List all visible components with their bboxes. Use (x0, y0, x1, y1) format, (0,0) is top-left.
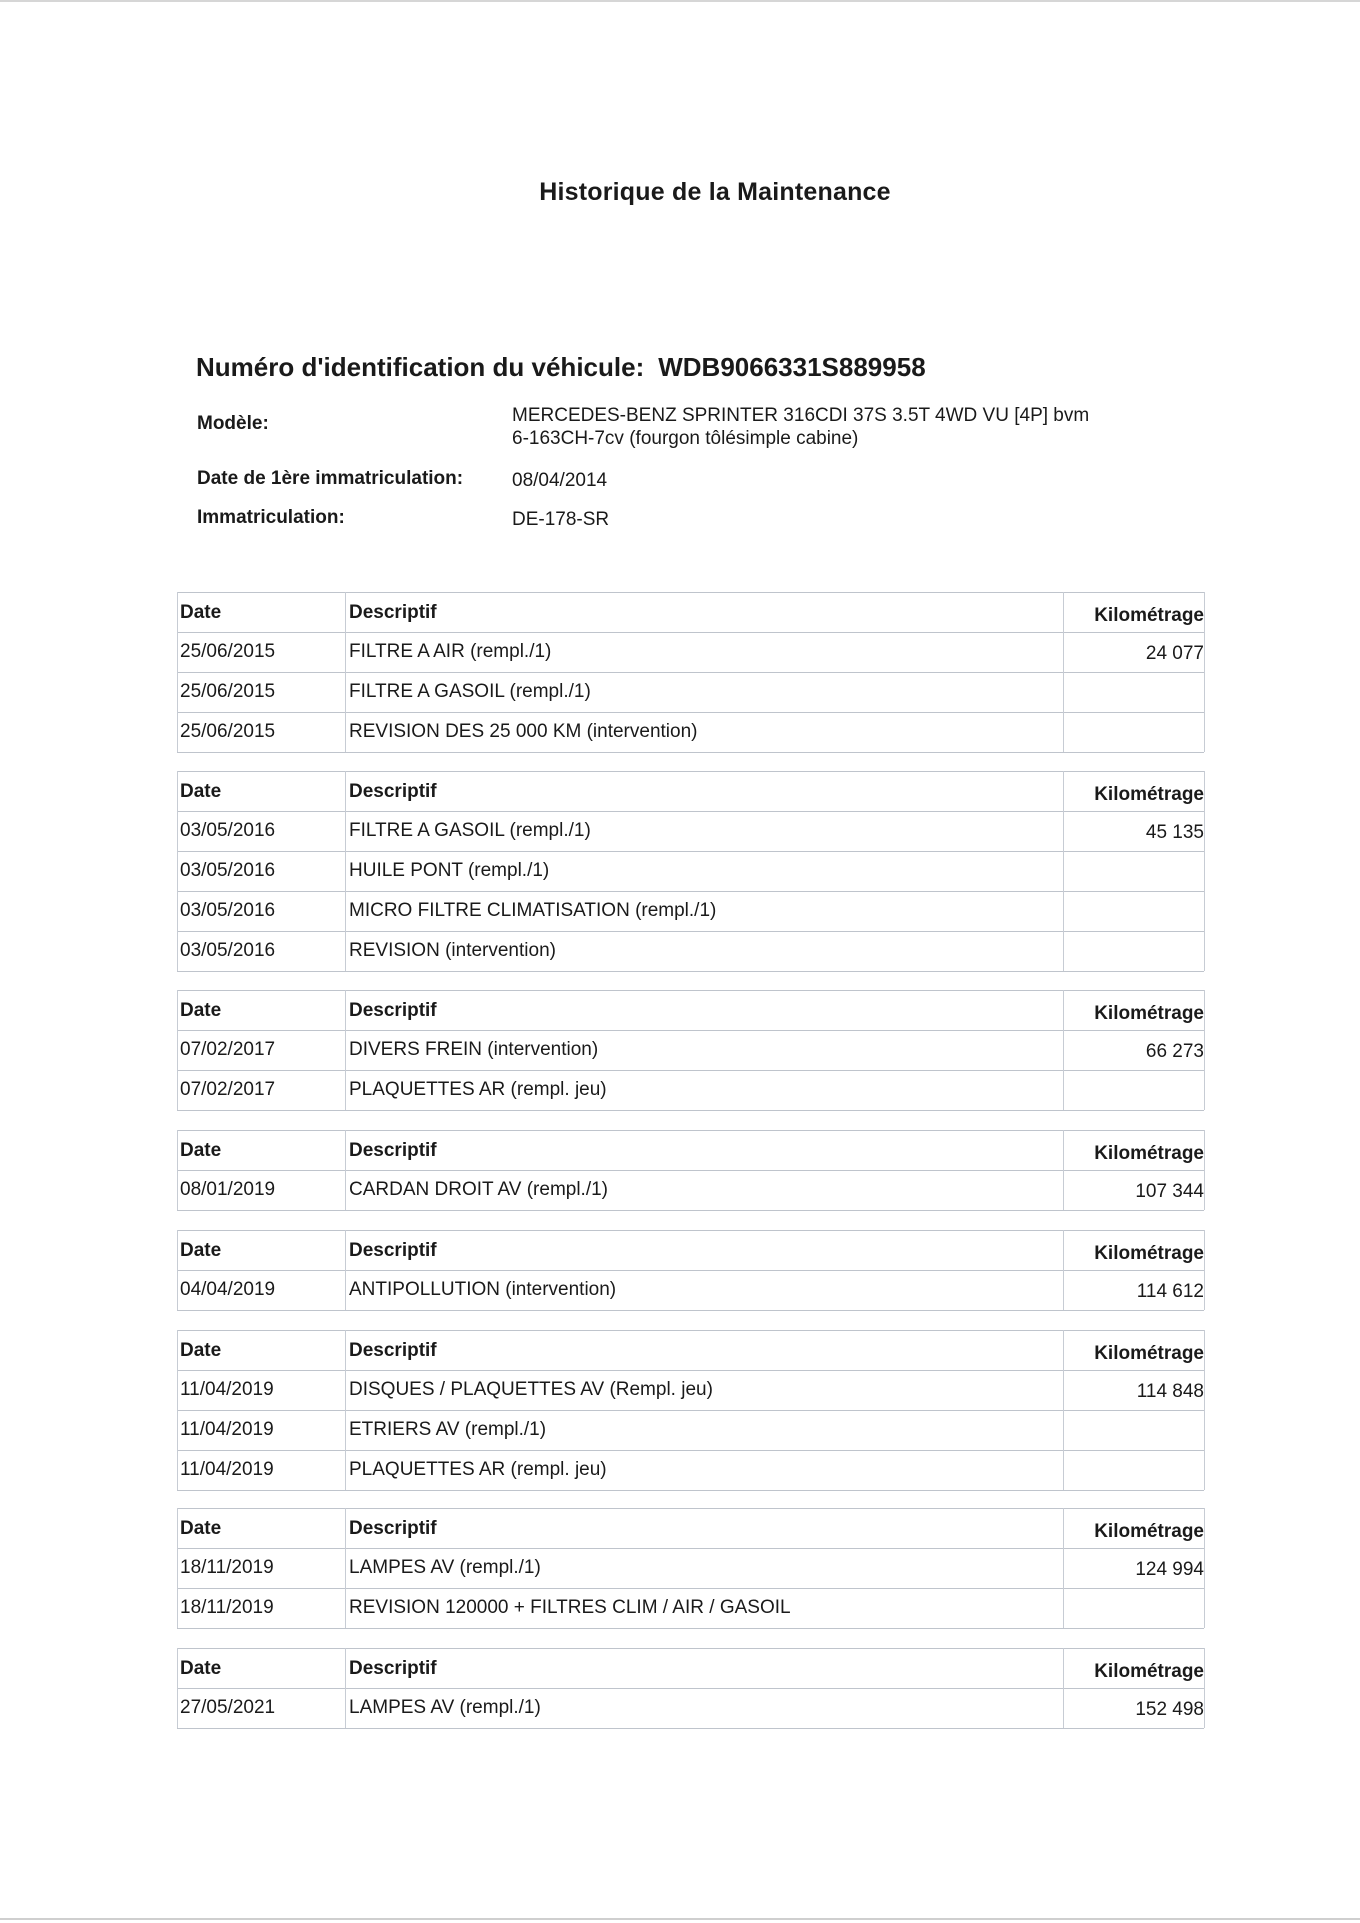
first-registration-value: 08/04/2014 (512, 470, 608, 491)
column-header-kilometrage: Kilométrage (1094, 784, 1204, 805)
table-row (0, 1548, 1360, 1588)
column-header-kilometrage: Kilométrage (1094, 1343, 1204, 1364)
page-top-edge (0, 0, 1360, 2)
table-row (0, 712, 1360, 752)
row-descriptif: LAMPES AV (rempl./1) (349, 1557, 541, 1578)
row-kilometrage: 107 344 (1135, 1181, 1204, 1202)
maintenance-group (0, 1648, 1360, 1728)
row-date: 11/04/2019 (180, 1419, 274, 1440)
row-descriptif: DIVERS FREIN (intervention) (349, 1039, 599, 1060)
row-date: 18/11/2019 (180, 1597, 274, 1618)
column-header-kilometrage: Kilométrage (1094, 1243, 1204, 1264)
first-registration-label: Date de 1ère immatriculation: (197, 468, 464, 489)
registration-value: DE-178-SR (512, 509, 610, 530)
row-descriptif: LAMPES AV (rempl./1) (349, 1697, 541, 1718)
row-divider (177, 1728, 1204, 1729)
column-header-date: Date (180, 1658, 222, 1679)
row-divider (177, 1210, 1204, 1211)
row-date: 03/05/2016 (180, 820, 276, 841)
row-date: 03/05/2016 (180, 940, 276, 961)
column-header-descriptif: Descriptif (349, 781, 437, 802)
table-header-row (0, 1330, 1360, 1370)
row-date: 08/01/2019 (180, 1179, 276, 1200)
column-header-descriptif: Descriptif (349, 1340, 437, 1361)
maintenance-group (0, 771, 1360, 971)
row-descriptif: ETRIERS AV (rempl./1) (349, 1419, 547, 1440)
column-header-date: Date (180, 1000, 222, 1021)
row-descriptif: MICRO FILTRE CLIMATISATION (rempl./1) (349, 900, 717, 921)
column-header-date: Date (180, 602, 222, 623)
table-header-row (0, 1648, 1360, 1688)
row-divider (177, 1110, 1204, 1111)
column-header-descriptif: Descriptif (349, 1240, 437, 1261)
column-header-date: Date (180, 1340, 222, 1361)
table-row (0, 1030, 1360, 1070)
row-descriptif: FILTRE A GASOIL (rempl./1) (349, 681, 591, 702)
table-row (0, 632, 1360, 672)
column-header-descriptif: Descriptif (349, 1658, 437, 1679)
column-header-descriptif: Descriptif (349, 1518, 437, 1539)
table-header-row (0, 771, 1360, 811)
table-row (0, 1450, 1360, 1490)
column-header-date: Date (180, 781, 222, 802)
table-row (0, 1070, 1360, 1110)
table-row (0, 931, 1360, 971)
maintenance-group (0, 1130, 1360, 1210)
column-header-date: Date (180, 1518, 222, 1539)
row-descriptif: CARDAN DROIT AV (rempl./1) (349, 1179, 609, 1200)
row-descriptif: REVISION DES 25 000 KM (intervention) (349, 721, 698, 742)
table-header-row (0, 592, 1360, 632)
row-kilometrage: 114 612 (1136, 1281, 1204, 1302)
maintenance-group (0, 990, 1360, 1110)
column-header-kilometrage: Kilométrage (1094, 605, 1204, 626)
column-header-descriptif: Descriptif (349, 602, 437, 623)
table-row (0, 1588, 1360, 1628)
row-date: 07/02/2017 (180, 1039, 276, 1060)
table-row (0, 1688, 1360, 1728)
table-row (0, 672, 1360, 712)
row-descriptif: FILTRE A GASOIL (rempl./1) (349, 820, 591, 841)
table-row (0, 811, 1360, 851)
page-bottom-edge (0, 1918, 1360, 1920)
maintenance-group (0, 1330, 1360, 1490)
row-date: 25/06/2015 (180, 681, 276, 702)
vin-value: WDB9066331S889958 (658, 352, 926, 382)
row-kilometrage: 152 498 (1135, 1699, 1204, 1720)
column-header-kilometrage: Kilométrage (1094, 1003, 1204, 1024)
row-descriptif: REVISION (intervention) (349, 940, 556, 961)
registration-label: Immatriculation: (197, 507, 345, 528)
row-date: 25/06/2015 (180, 721, 276, 742)
row-date: 07/02/2017 (180, 1079, 276, 1100)
column-header-kilometrage: Kilométrage (1094, 1521, 1204, 1542)
row-descriptif: DISQUES / PLAQUETTES AV (Rempl. jeu) (349, 1379, 713, 1400)
row-divider (177, 752, 1204, 753)
row-divider (177, 1490, 1204, 1491)
row-divider (177, 1310, 1204, 1311)
row-date: 03/05/2016 (180, 860, 276, 881)
vin-label: Numéro d'identification du véhicule: (196, 352, 645, 382)
page-title: Historique de la Maintenance (539, 178, 891, 206)
row-descriptif: FILTRE A AIR (rempl./1) (349, 641, 552, 662)
table-row (0, 1410, 1360, 1450)
row-kilometrage: 66 273 (1145, 1041, 1204, 1062)
table-header-row (0, 990, 1360, 1030)
table-row (0, 1270, 1360, 1310)
model-label: Modèle: (197, 413, 269, 434)
table-row (0, 1170, 1360, 1210)
row-divider (177, 971, 1204, 972)
column-header-date: Date (180, 1140, 222, 1161)
row-date: 03/05/2016 (180, 900, 276, 921)
row-kilometrage: 45 135 (1145, 822, 1204, 843)
table-row (0, 891, 1360, 931)
row-descriptif: REVISION 120000 + FILTRES CLIM / AIR / GASOIL (349, 1597, 791, 1618)
row-descriptif: PLAQUETTES AR (rempl. jeu) (349, 1079, 607, 1100)
row-kilometrage: 124 994 (1135, 1559, 1204, 1580)
row-date: 25/06/2015 (180, 641, 276, 662)
table-row (0, 1370, 1360, 1410)
row-descriptif: ANTIPOLLUTION (intervention) (349, 1279, 617, 1300)
maintenance-group (0, 1508, 1360, 1628)
row-kilometrage: 24 077 (1145, 643, 1204, 664)
maintenance-group (0, 1230, 1360, 1310)
table-header-row (0, 1230, 1360, 1270)
row-date: 18/11/2019 (180, 1557, 274, 1578)
model-value (512, 404, 1089, 450)
row-date: 04/04/2019 (180, 1279, 276, 1300)
row-date: 27/05/2021 (180, 1697, 276, 1718)
column-header-descriptif: Descriptif (349, 1140, 437, 1161)
table-row (0, 851, 1360, 891)
row-descriptif: HUILE PONT (rempl./1) (349, 860, 550, 881)
table-header-row (0, 1130, 1360, 1170)
row-kilometrage: 114 848 (1136, 1381, 1204, 1402)
row-date: 11/04/2019 (180, 1379, 274, 1400)
row-divider (177, 1628, 1204, 1629)
maintenance-group (0, 592, 1360, 752)
column-header-descriptif: Descriptif (349, 1000, 437, 1021)
row-descriptif: PLAQUETTES AR (rempl. jeu) (349, 1459, 607, 1480)
model-value-line1: MERCEDES-BENZ SPRINTER 316CDI 37S 3.5T 4WD VU [4P] bvm (512, 405, 1090, 426)
column-header-kilometrage: Kilométrage (1094, 1661, 1204, 1682)
column-header-date: Date (180, 1240, 222, 1261)
table-header-row (0, 1508, 1360, 1548)
model-value-line2: 6-163CH-7cv (fourgon tôlésimple cabine) (512, 428, 859, 449)
column-header-kilometrage: Kilométrage (1094, 1143, 1204, 1164)
vin-line (196, 352, 926, 383)
row-date: 11/04/2019 (180, 1459, 274, 1480)
